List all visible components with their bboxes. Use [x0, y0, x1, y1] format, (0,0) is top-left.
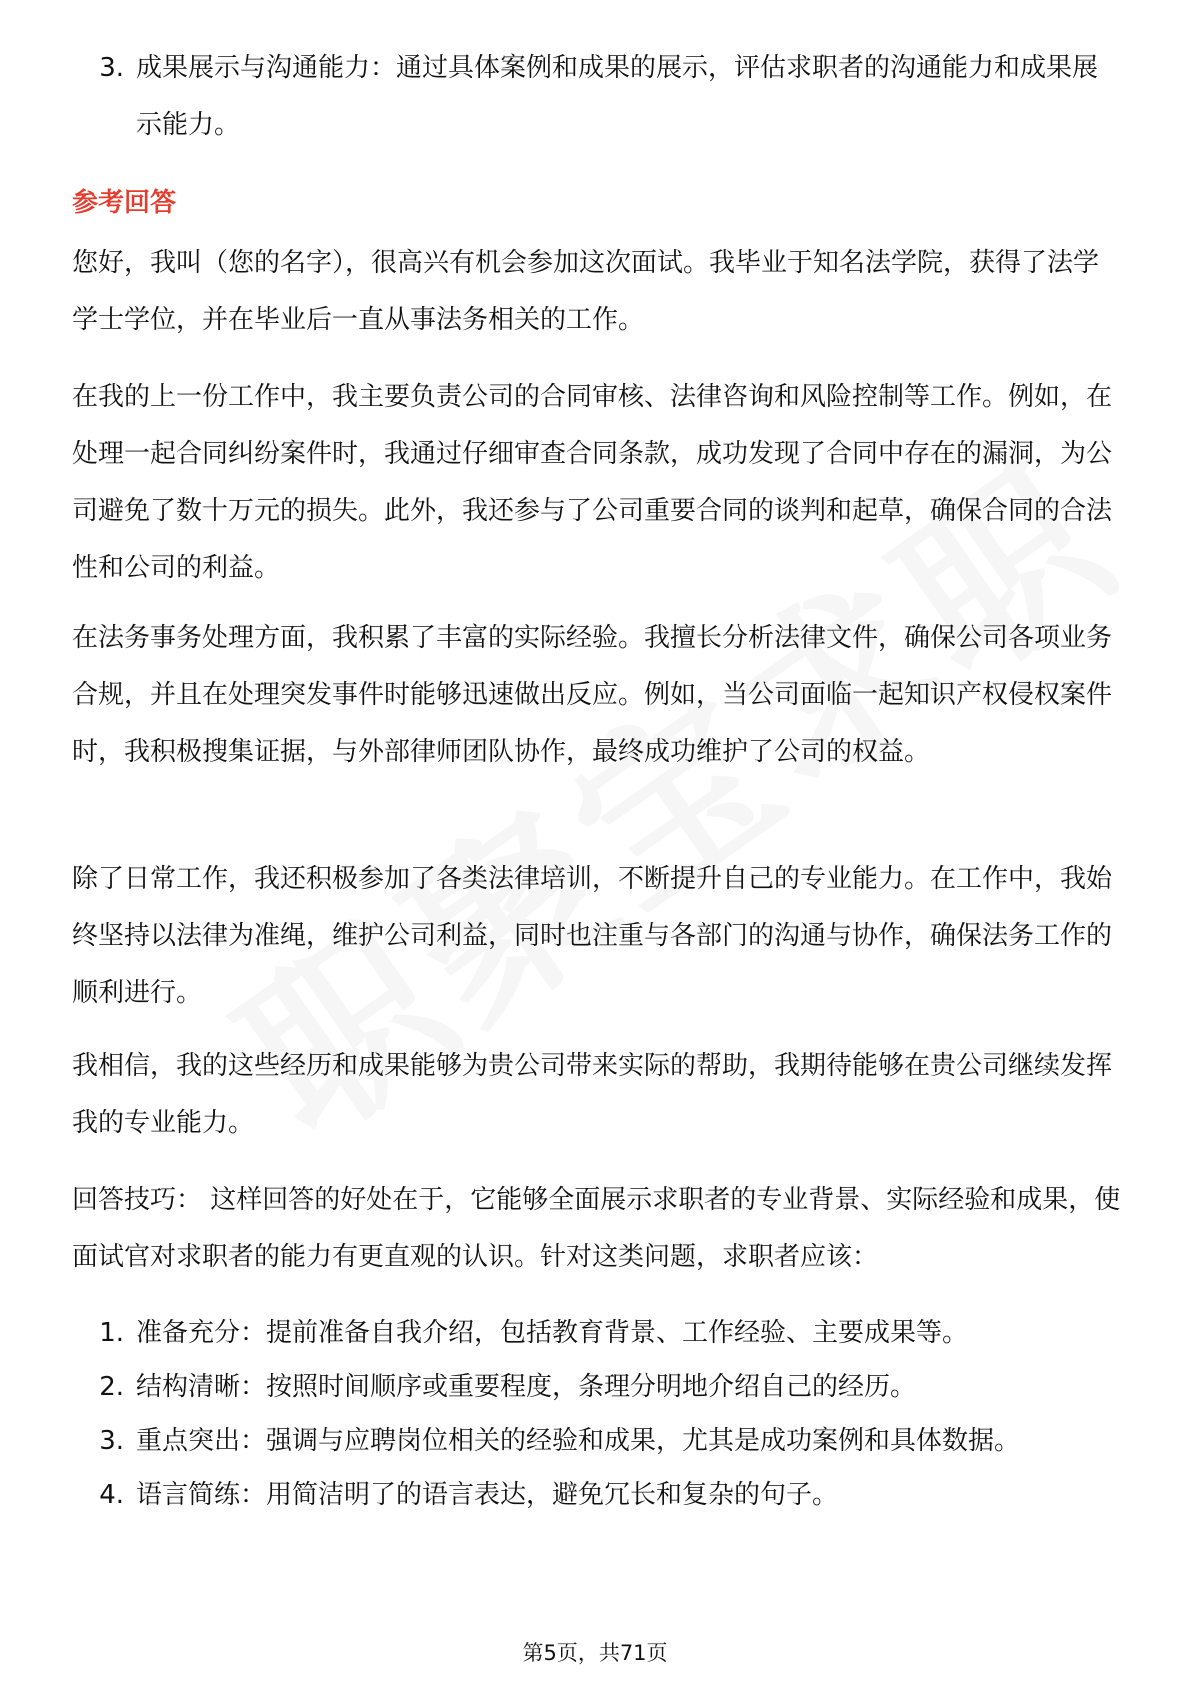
list-number: 3.	[99, 1426, 124, 1456]
list-text: 准备充分：提前准备自我介绍，包括教育背景、工作经验、主要成果等。	[136, 1318, 969, 1348]
paragraph-answer-tips: 回答技巧： 这样回答的好处在于，它能够全面展示求职者的专业背景、实际经验和成果，使面试官对求职者的能力有更直观的认识。针对这类问题，求职者应该：	[72, 1185, 1121, 1272]
list-number: 2.	[99, 1372, 124, 1402]
list-item	[72, 1359, 1122, 1416]
list-text: 重点突出：强调与应聘岗位相关的经验和成果，尤其是成功案例和具体数据。	[136, 1426, 1021, 1456]
list-item	[72, 1305, 1122, 1362]
paragraph-intro: 您好，我叫（您的名字），很高兴有机会参加这次面试。我毕业于知名法学院，获得了法学学士学位，并在毕业后一直从事法务相关的工作。	[72, 248, 1100, 335]
list-number: 4.	[99, 1480, 124, 1510]
list-item-intro	[72, 40, 1122, 154]
paragraph-conclusion: 我相信，我的这些经历和成果能够为贵公司带来实际的帮助，我期待能够在贵公司继续发挥我的专业能力。	[72, 1051, 1113, 1138]
paragraph-legal-affairs: 在法务事务处理方面，我积累了丰富的实际经验。我擅长分析法律文件，确保公司各项业务合规，并且在处理突发事件时能够迅速做出反应。例如，当公司面临一起知识产权侵权案件时，我积极搜集证据，与外部律师团队协作，最终成功维护了公司的权益。	[72, 623, 1113, 767]
list-number: 3.	[99, 53, 124, 83]
reference-answer-heading: 参考回答	[72, 188, 177, 218]
list-text: 成果展示与沟通能力：通过具体案例和成果的展示，评估求职者的沟通能力和成果展示能力。	[136, 53, 1099, 140]
list-item	[72, 1413, 1122, 1470]
page-footer: 第5页，共71页	[522, 1641, 668, 1665]
list-number: 1.	[99, 1318, 124, 1348]
paragraph-previous-job: 在我的上一份工作中，我主要负责公司的合同审核、法律咨询和风险控制等工作。例如，在处理一起合同纠纷案件时，我通过仔细审查合同条款，成功发现了合同中存在的漏洞，为公司避免了数十万元的损失。此外，我还参与了公司重要合同的谈判和起草，确保合同的合法性和公司的利益。	[72, 382, 1113, 583]
paragraph-training: 除了日常工作，我还积极参加了各类法律培训，不断提升自己的专业能力。在工作中，我始终坚持以法律为准绳，维护公司利益，同时也注重与各部门的沟通与协作，确保法务工作的顺利进行。	[72, 864, 1113, 1008]
list-text: 语言简练：用简洁明了的语言表达，避免冗长和复杂的句子。	[136, 1480, 839, 1510]
list-text: 结构清晰：按照时间顺序或重要程度，条理分明地介绍自己的经历。	[136, 1372, 917, 1402]
list-item	[72, 1467, 1122, 1524]
